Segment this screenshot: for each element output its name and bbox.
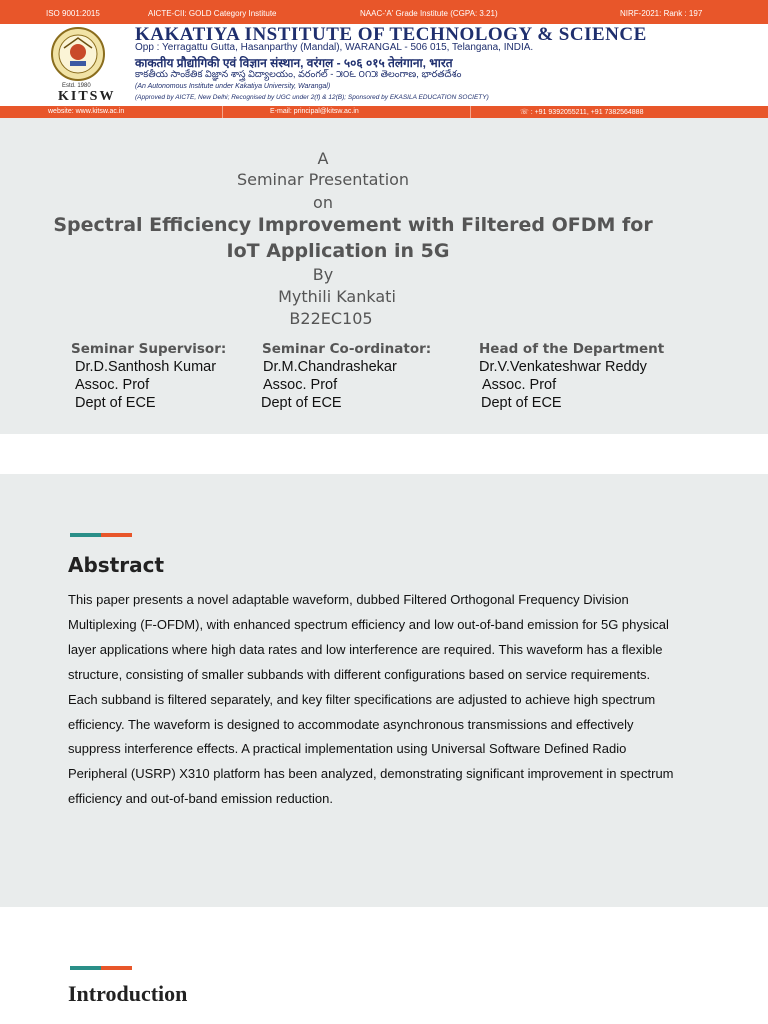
institute-name-telugu: కాకతీయ సాంకేతిక విజ్ఞాన శాస్త్ర విద్యాలయం, వరంగల్ - ౫౦౬ ౦౧౫ తెలంగాణ, భారతదేశం xyxy=(135,69,462,80)
hod-position: Assoc. Prof xyxy=(482,377,557,393)
title-prefix-a: A xyxy=(317,149,329,168)
autonomous-note: (An Autonomous Institute under Kakatiya University, Warangal) xyxy=(135,83,331,90)
abstract-body: This paper presents a novel adaptable waveform, dubbed Filtered Orthogonal Frequency Division Multiplexing (F-OFDM), with enhanced spectrum efficiency and low out-of-band emission for 5G physical layer applications where high data rates and low interference are required. This waveform has a flexible structure, consisting of smaller subbands with different configurations based on service requirements. Each subband is filtered separately, and key filter specifications are adjusted to achieve high spectrum efficiency. The waveform is designed to accommodate asynchronous transmissions and effectively suppress interference effects. A practical implementation using Universal Software Defined Radio Peripheral (USRP) X310 platform has been analyzed, demonstrating significant improvement in spectrum efficiency and out-of-band emission reduction. xyxy=(68,592,674,807)
title-on-line: on xyxy=(313,193,333,212)
abstract-section xyxy=(0,474,768,907)
contact-strip xyxy=(0,106,768,118)
coordinator-name: Dr.M.Chandrashekar xyxy=(263,359,397,375)
institute-name-hindi: काकतीय प्रौद्योगिकी एवं विज्ञान संस्थान, वरंगल - ५०६ ०१५ तेलंगाना, भारत xyxy=(135,56,453,70)
seminar-title-line-2: IoT Application in 5G xyxy=(226,240,450,262)
email-link[interactable]: E-mail: principal@kitsw.ac.in xyxy=(270,108,359,115)
aicte-text: AICTE-CII: GOLD Category Institute xyxy=(148,9,277,18)
institute-name: KAKATIYA INSTITUTE OF TECHNOLOGY & SCIENCE xyxy=(135,24,647,45)
hod-heading: Head of the Department xyxy=(479,341,665,357)
institute-seal-logo xyxy=(50,26,106,82)
author-name: Mythili Kankati xyxy=(278,287,396,306)
hod-name: Dr.V.Venkateshwar Reddy xyxy=(479,359,647,375)
institute-letterhead xyxy=(0,0,768,118)
author-roll-number: B22EC105 xyxy=(289,309,373,328)
abstract-heading: Abstract xyxy=(68,553,165,577)
hod-dept: Dept of ECE xyxy=(481,395,562,411)
logo-acronym: KITSW xyxy=(58,89,116,104)
seminar-title-line-1: Spectral Efficiency Improvement with Filtered OFDM for xyxy=(53,214,653,236)
institute-address: Opp : Yerragattu Gutta, Hasanparthy (Mandal), WARANGAL - 506 015, Telangana, INDIA. xyxy=(135,42,534,53)
strip-divider xyxy=(222,106,223,118)
title-section xyxy=(0,118,768,434)
nirf-text: NIRF-2021: Rank : 197 xyxy=(620,9,703,18)
section-accent-bar xyxy=(70,966,132,970)
website-link[interactable]: website: www.kitsw.ac.in xyxy=(48,108,125,115)
coordinator-position: Assoc. Prof xyxy=(263,377,338,393)
coordinator-heading: Seminar Co-ordinator: xyxy=(262,341,432,357)
supervisor-heading: Seminar Supervisor: xyxy=(71,341,227,357)
title-seminar-line: Seminar Presentation xyxy=(236,170,410,189)
supervisor-dept: Dept of ECE xyxy=(75,395,156,411)
supervisor-name: Dr.D.Santhosh Kumar xyxy=(75,359,217,375)
phone-text: ☏ : +91 9392055211, +91 7382564888 xyxy=(520,109,644,116)
supervisor-position: Assoc. Prof xyxy=(75,377,150,393)
introduction-heading: Introduction xyxy=(68,981,188,1006)
naac-text: NAAC-'A' Grade Institute (CGPA: 3.21) xyxy=(360,9,498,18)
approval-note: (Approved by AICTE, New Delhi; Recognised by UGC under 2(f) & 12(B); Sponsored by EKASILA EDUCATION SOCIETY) xyxy=(135,94,489,101)
section-accent-bar xyxy=(70,533,132,537)
title-by-line: By xyxy=(312,265,334,284)
strip-divider xyxy=(470,106,471,118)
logo-established-text: Estd. 1980 xyxy=(62,83,91,89)
accreditation-strip xyxy=(0,0,768,24)
coordinator-dept: Dept of ECE xyxy=(261,395,342,411)
iso-text: ISO 9001:2015 xyxy=(46,9,100,18)
